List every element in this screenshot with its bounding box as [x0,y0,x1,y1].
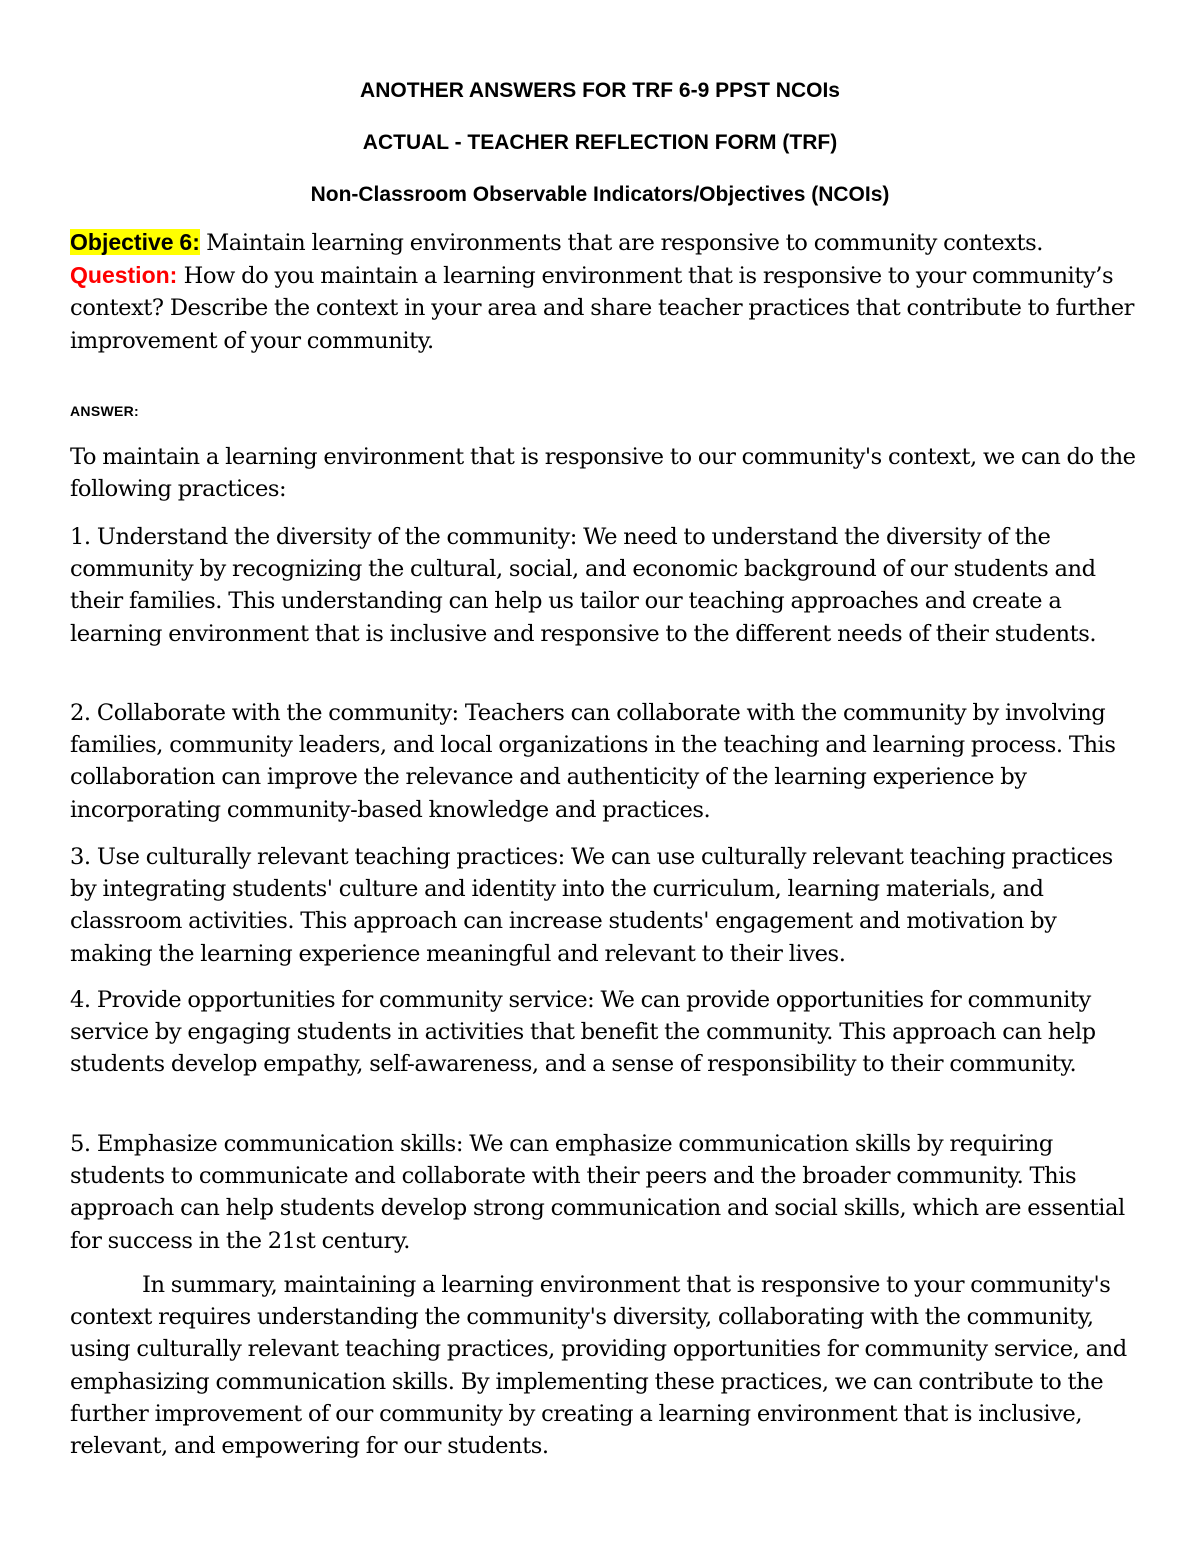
summary-paragraph: In summary, maintaining a learning environment that is responsive to your community's context requires understanding the community's diversity, collaborating with the community, using culturally relevant teaching practices, providing opportunities for community service, and emphasizing communication skills. By implementing these practices, we can contribute to the further improvement of our community by creating a learning environment that is inclusive, relevant, and empowering for our students. [70,1272,1127,1460]
practice-item-4: 4. Provide opportunities for community service: We can provide opportunities for community service by engaging students in activities that benefit the community. This approach can help students develop empathy, self-awareness, and a sense of responsibility to their community. [70,987,1096,1078]
form-title: ACTUAL - TEACHER REFLECTION FORM (TRF) [362,131,838,154]
practice-item-3: 3. Use culturally relevant teaching practices: We can use culturally relevant teaching practices by integrating students' culture and identity into the curriculum, learning materials, and classroom activities. This approach can increase students' engagement and motivation by making the learning experience meaningful and relevant to their lives. [70,844,1113,967]
practice-item-1: 1. Understand the diversity of the community: We need to understand the diversity of the community by recognizing the cultural, social, and economic background of our students and their families. This understanding can help us tailor our teaching approaches and create a learning environment that is inclusive and responsive to the different needs of their students. [70,524,1097,647]
objective-label: Objective 6: [70,229,200,255]
answer-intro: To maintain a learning environment that is responsive to our community's context, we can do the following practices: [70,444,1136,503]
answer-label: ANSWER: [70,403,139,419]
objective-block [70,226,1138,357]
question-label: Question: [70,262,178,289]
form-subtitle: Non-Classroom Observable Indicators/Objectives (NCOIs) [310,183,890,206]
practice-item-5: 5. Emphasize communication skills: We can emphasize communication skills by requiring students to communicate and collaborate with their peers and the broader community. This approach can help students develop strong communication and social skills, which are essential for success in the 21st century. [70,1131,1125,1254]
question-text: How do you maintain a learning environment that is responsive to your community’s context? Describe the context in your area and share teacher practices that contribute to further improvement of your community. [70,263,1135,354]
practice-item-2: 2. Collaborate with the community: Teachers can collaborate with the community by involving families, community leaders, and local organizations in the teaching and learning process. This collaboration can improve the relevance and authenticity of the learning experience by incorporating community-based knowledge and practices. [70,700,1116,823]
document-title: ANOTHER ANSWERS FOR TRF 6-9 PPST NCOIs [360,79,840,102]
objective-text: Maintain learning environments that are responsive to community contexts. [199,230,1043,256]
